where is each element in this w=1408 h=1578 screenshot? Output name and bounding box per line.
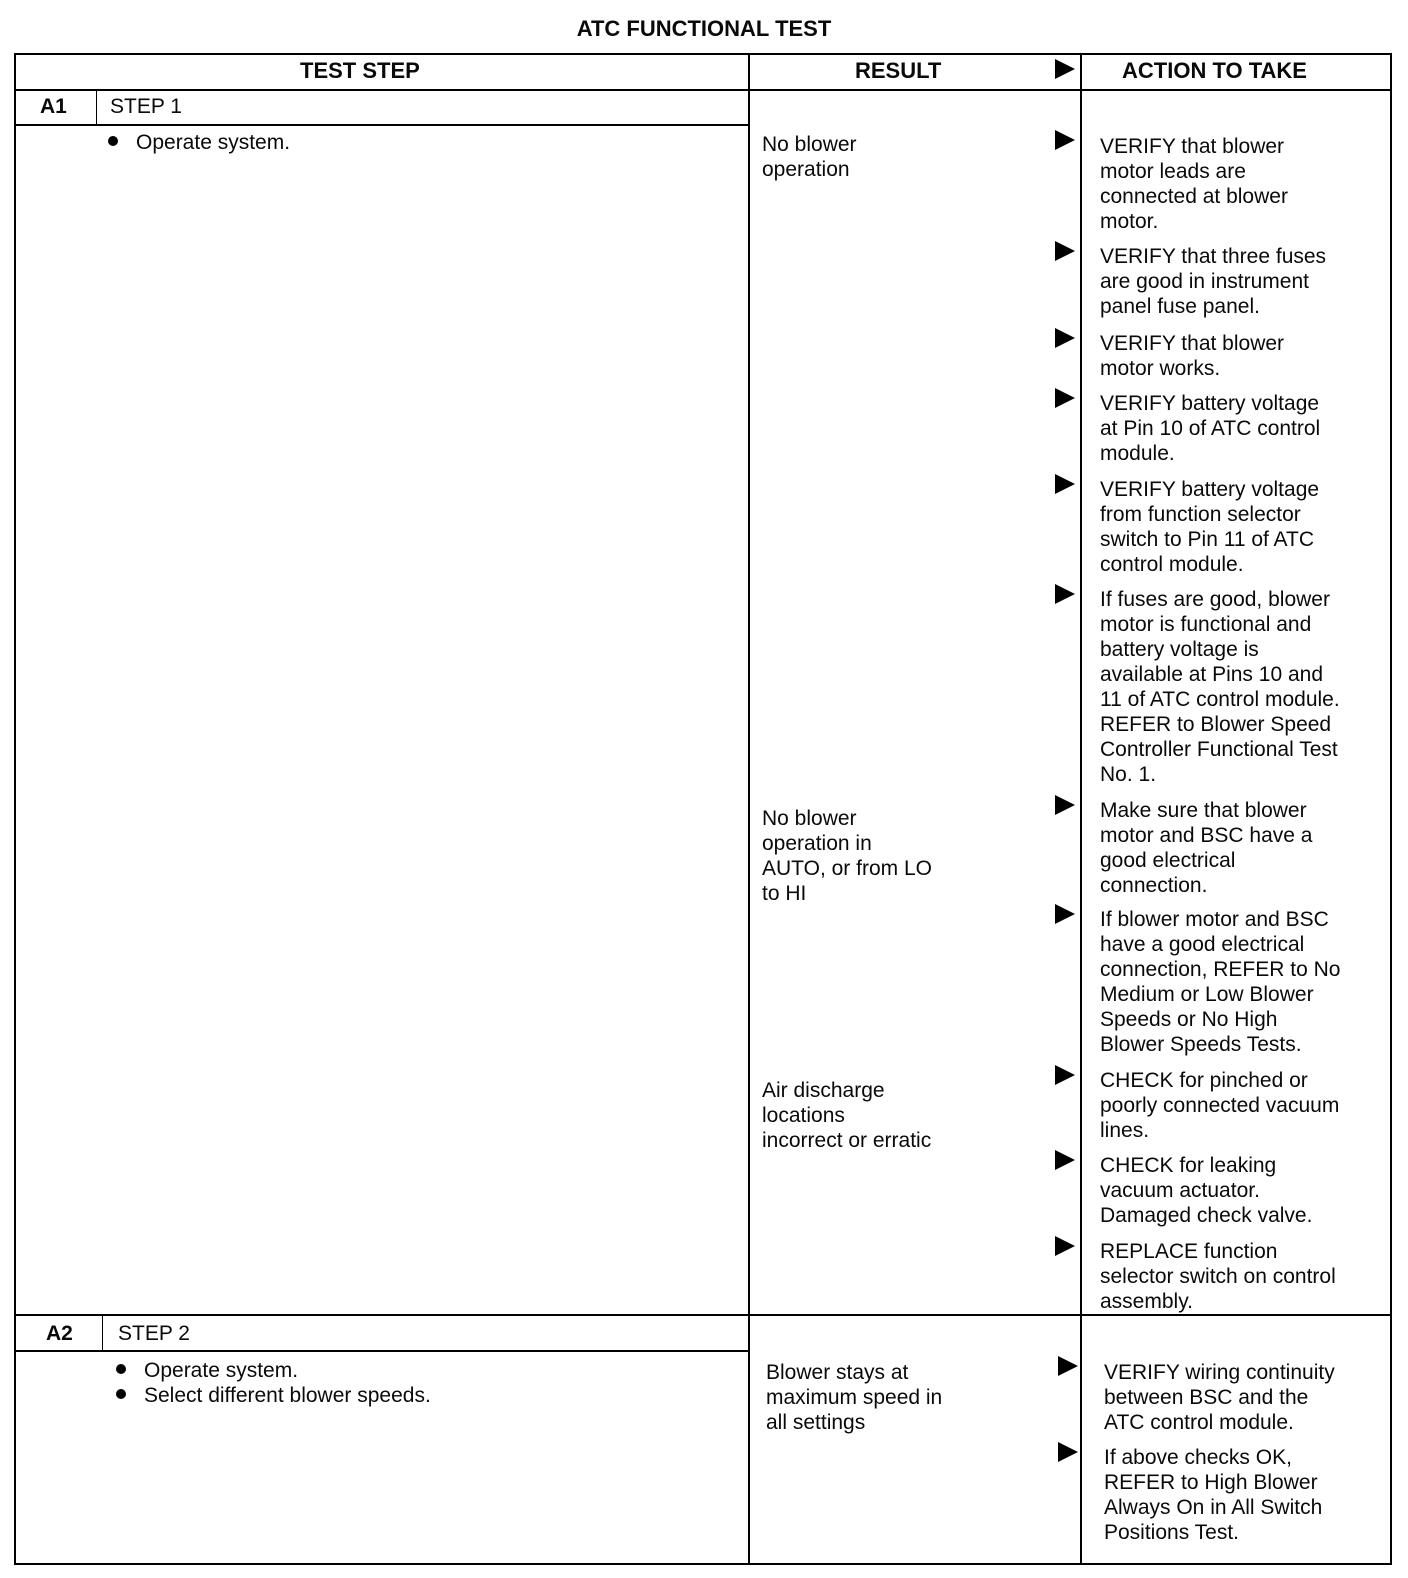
table-bottom-border	[14, 1563, 1392, 1565]
step2-id: A2	[46, 1322, 73, 1345]
arrow-icon	[1058, 1356, 1078, 1376]
step1-bullet-text: Operate system.	[136, 131, 291, 154]
header-result: RESULT	[855, 58, 942, 83]
step2-bullet-1	[116, 1359, 298, 1383]
step1-result-2: No blower operation in AUTO, or from LO to HI	[762, 807, 932, 905]
action-column-divider	[1080, 53, 1082, 1565]
page-title: ATC FUNCTIONAL TEST	[576, 16, 832, 41]
arrow-icon	[1055, 904, 1075, 924]
step1-action-5: VERIFY battery voltage from function selector switch to Pin 11 of ATC control module.	[1100, 478, 1320, 576]
step2-id-divider	[102, 1316, 103, 1350]
step2-bullet-1-text: Operate system.	[144, 1359, 299, 1382]
bullet-icon	[108, 136, 118, 146]
step1-action-9: CHECK for pinched or poorly connected vacuum lines.	[1100, 1069, 1340, 1142]
step2-label: STEP 2	[118, 1322, 190, 1345]
table-left-border	[14, 53, 16, 1565]
header-test-step: TEST STEP	[300, 58, 420, 83]
table-top-border	[14, 53, 1392, 55]
step2-bullet-2	[116, 1384, 431, 1408]
step1-label: STEP 1	[110, 95, 182, 118]
step1-id: A1	[40, 95, 67, 118]
step1-bullet	[108, 131, 290, 155]
arrow-icon	[1055, 388, 1075, 408]
step2-label-bottom	[14, 1350, 748, 1352]
step1-id-divider	[96, 89, 97, 124]
step1-result-1: No blower operation	[762, 133, 857, 181]
arrow-icon	[1055, 241, 1075, 261]
arrow-icon	[1055, 1150, 1075, 1170]
step1-action-6: If fuses are good, blower motor is functional and battery voltage is available at Pins 10 and 11 of ATC control module. REFER to Blower Speed Controller Functional Test No. 1.	[1100, 588, 1340, 786]
step2-bullet-2-text: Select different blower speeds.	[144, 1384, 431, 1407]
arrow-icon	[1055, 474, 1075, 494]
step1-action-7: Make sure that blower motor and BSC have a good electrical connection.	[1100, 799, 1313, 897]
result-column-divider	[748, 53, 750, 1565]
arrow-icon	[1055, 328, 1075, 348]
step1-action-11: REPLACE function selector switch on control assembly.	[1100, 1240, 1336, 1313]
arrow-icon	[1055, 130, 1075, 150]
step1-action-3: VERIFY that blower motor works.	[1100, 332, 1285, 380]
arrow-icon	[1055, 795, 1075, 815]
step1-label-bottom	[14, 124, 748, 126]
step2-action-2: If above checks OK, REFER to High Blower Always On in All Switch Positions Test.	[1104, 1446, 1323, 1544]
step1-action-1: VERIFY that blower motor leads are connected at blower motor.	[1100, 135, 1288, 233]
bullet-icon	[116, 1389, 126, 1399]
step2-top-border	[14, 1314, 1392, 1316]
step2-action-1: VERIFY wiring continuity between BSC and the ATC control module.	[1104, 1361, 1335, 1434]
step2-result-1: Blower stays at maximum speed in all settings	[766, 1361, 943, 1434]
header-action: ACTION TO TAKE	[1122, 58, 1307, 83]
step1-action-8: If blower motor and BSC have a good electrical connection, REFER to No Medium or Low Blower Speeds or No High Blower Speeds Tests.	[1100, 908, 1341, 1056]
arrow-icon	[1058, 1442, 1078, 1462]
bullet-icon	[116, 1364, 126, 1374]
step1-action-10: CHECK for leaking vacuum actuator. Damaged check valve.	[1100, 1154, 1313, 1227]
header-bottom-border	[14, 89, 1392, 91]
arrow-icon	[1055, 1236, 1075, 1256]
step1-action-4: VERIFY battery voltage at Pin 10 of ATC control module.	[1100, 392, 1321, 465]
step1-result-3: Air discharge locations incorrect or erratic	[762, 1079, 932, 1152]
step1-action-2: VERIFY that three fuses are good in instrument panel fuse panel.	[1100, 245, 1327, 318]
arrow-icon	[1055, 1065, 1075, 1085]
header-arrow-icon	[1055, 59, 1075, 79]
arrow-icon	[1055, 584, 1075, 604]
